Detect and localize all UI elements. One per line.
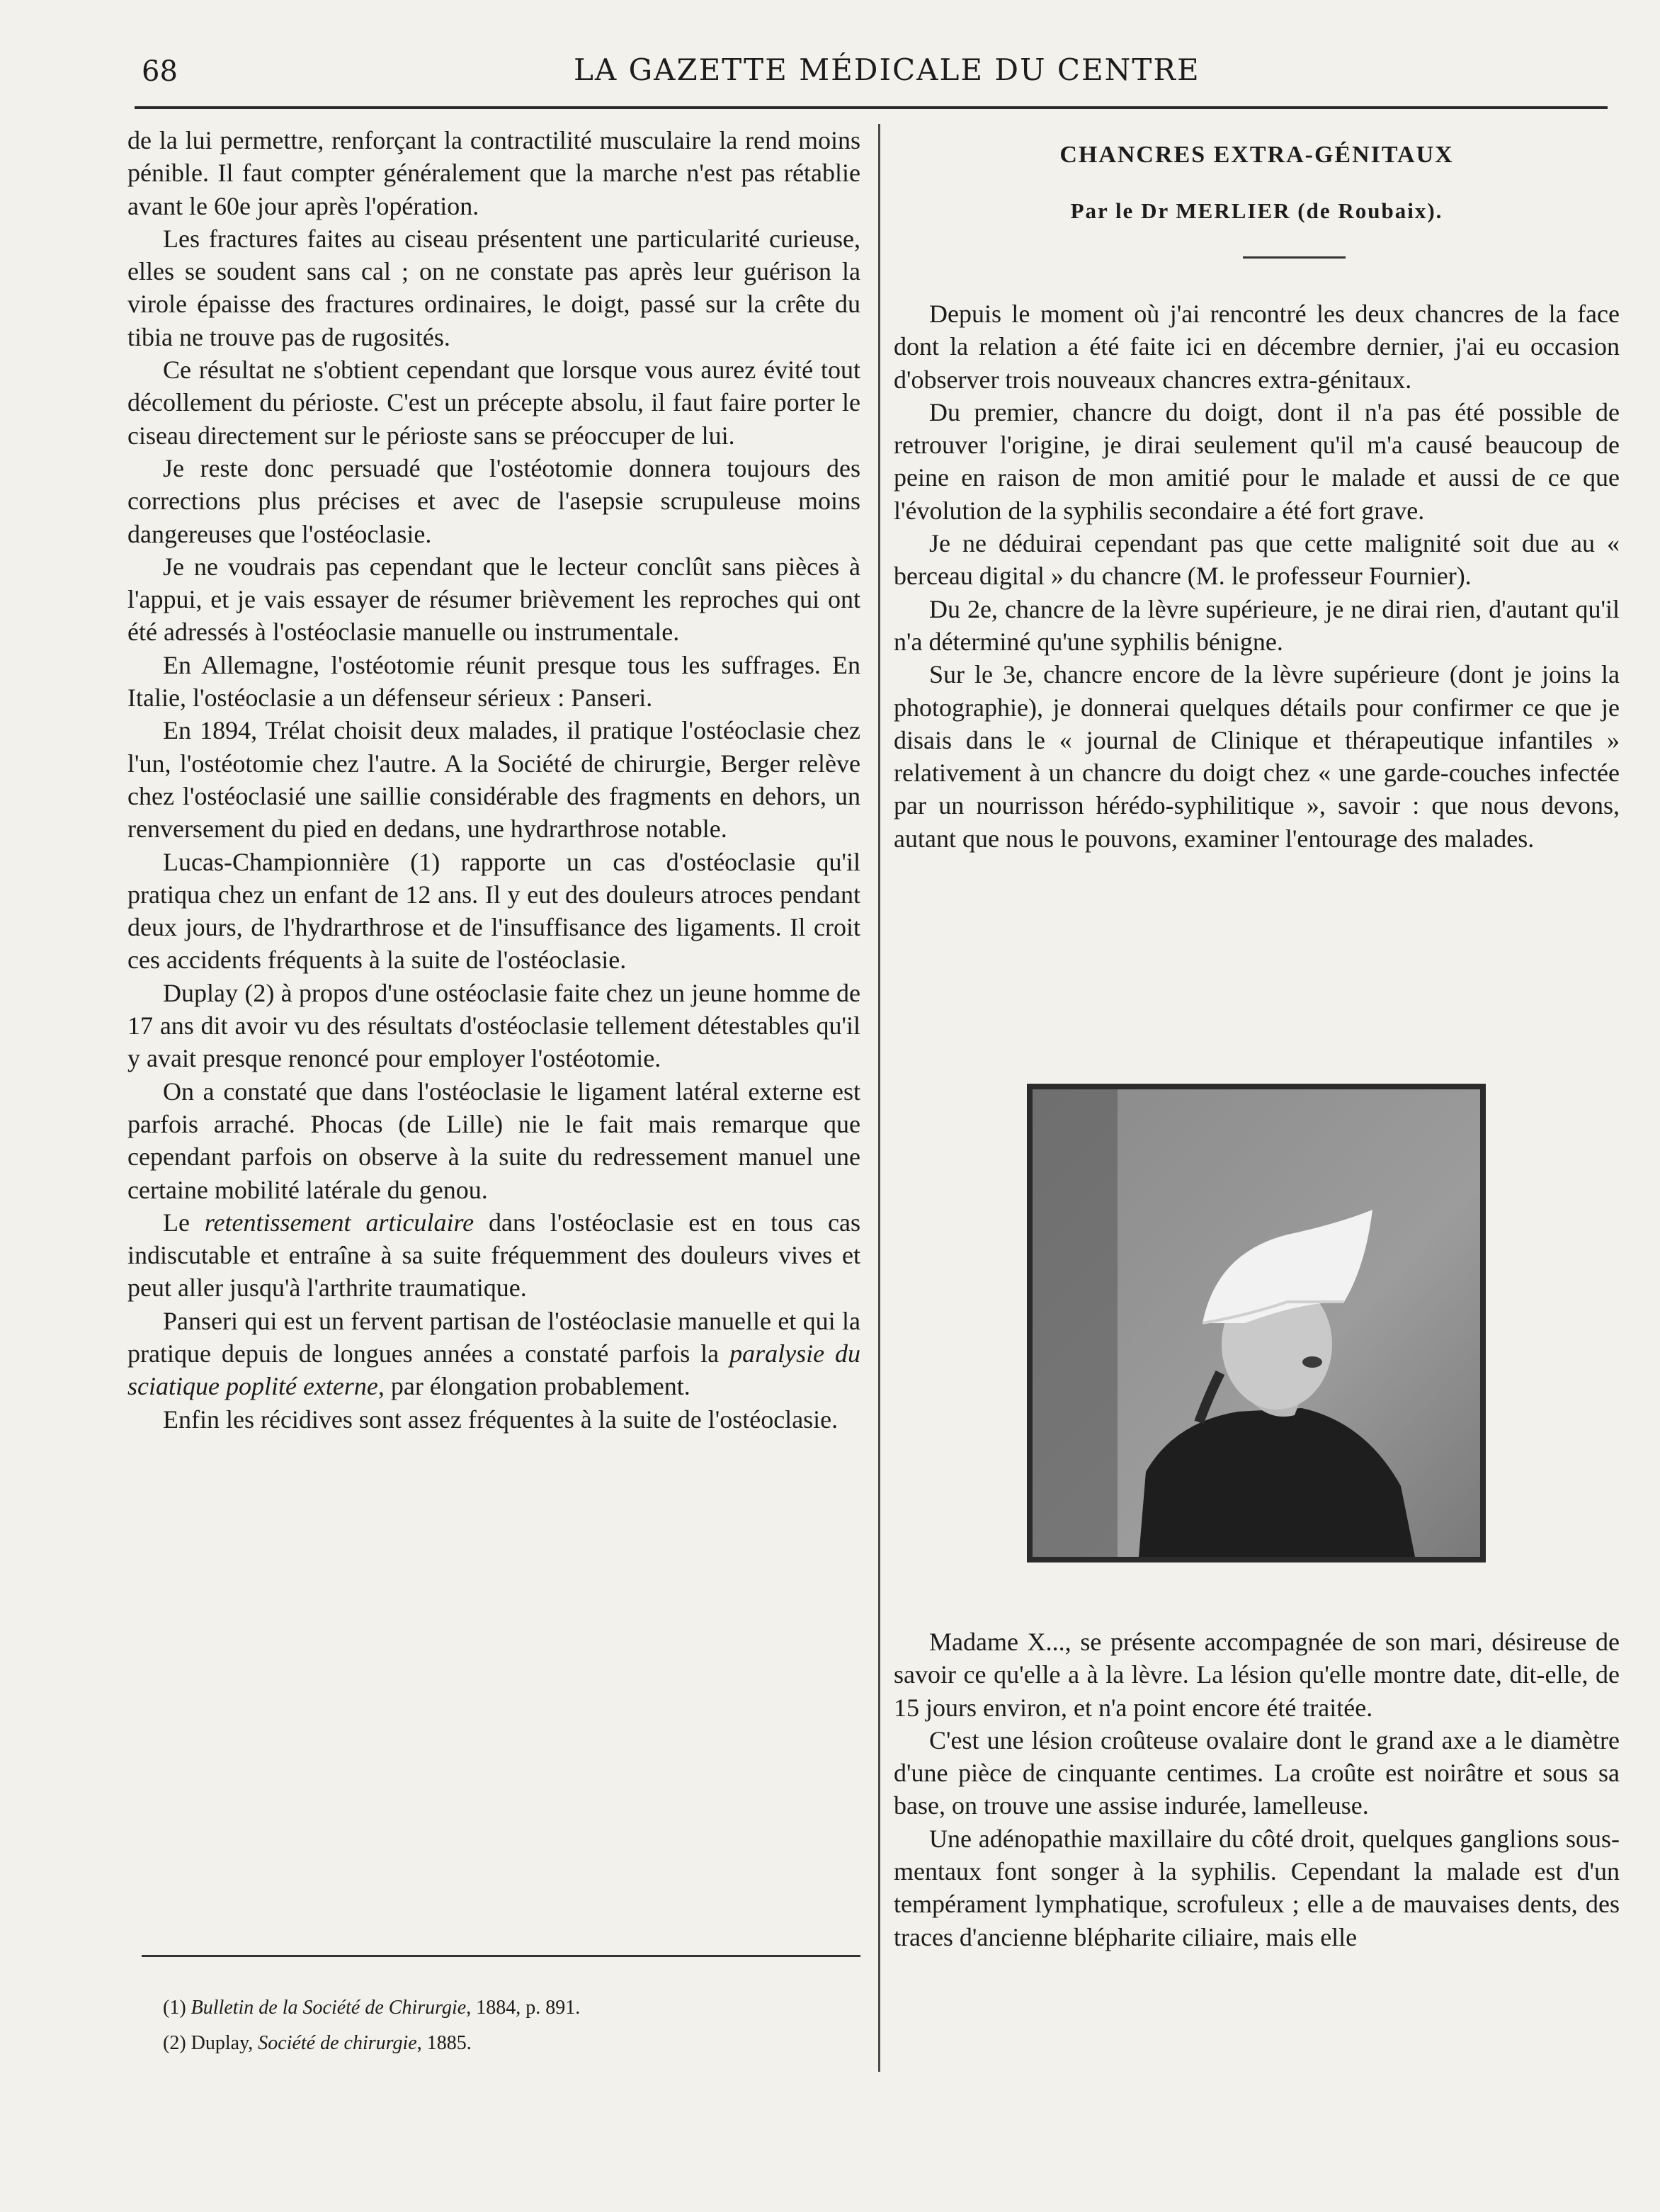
- footnote-detail: , 1884, p. 891.: [466, 1997, 581, 2019]
- footnote-detail: , 1885.: [416, 2032, 472, 2054]
- paragraph: [127, 1206, 860, 1305]
- paragraph: C'est une lésion croûteuse ovalaire dont le grand axe a le diamètre d'une pièce de cinquante centimes. La croûte est noirâtre et sous sa base, on trouve une assise indurée, lamelleuse.: [894, 1725, 1620, 1820]
- page-header: [135, 50, 1608, 99]
- left-column: [127, 124, 860, 1436]
- text-run: dans l'ostéoclasie est en tous cas indiscutable et entraîne à sa suite fréquemment des douleurs vives et peut aller jusqu'à l'arthrite traumatique.: [127, 1208, 860, 1303]
- paragraph: Du premier, chancre du doigt, dont il n'a pas été possible de retrouver l'origine, je dirai seulement qu'il m'a causé beaucoup de peine en raison de mon amitié pour le malade et aussi de ce que l'évolution de la syphilis secondaire a été fort grave.: [894, 397, 1620, 525]
- footnote-source: Société de chirurgie: [258, 2032, 417, 2054]
- paragraph: En 1894, Trélat choisit deux malades, il pratique l'ostéoclasie chez l'un, l'ostéotomie chez l'autre. A la Société de chirurgie, Berger relève chez l'ostéoclasié une saillie considérable des fragments en dehors, un renversement du pied en dedans, une hydrarthrose notable.: [127, 716, 860, 844]
- paragraph: de la lui permettre, renforçant la contractilité musculaire la rend moins pénible. Il faut compter généralement que la marche n'est pas rétablie avant le 60e jour après l'opération.: [127, 126, 860, 220]
- footnotes: [163, 1990, 857, 2061]
- paragraph: Duplay (2) à propos d'une ostéoclasie faite chez un jeune homme de 17 ans dit avoir vu des résultats d'ostéoclasie tellement détestables qu'il y avait presque renoncé pour employer l'ostéotomie.: [127, 978, 860, 1073]
- paragraph: Ce résultat ne s'obtient cependant que lorsque vous aurez évité tout décollement du périoste. C'est un précepte absolu, il faut faire porter le ciseau directement sur le périoste sans se préoccuper de lui.: [127, 356, 860, 450]
- footnote-source: Bulletin de la Société de Chirurgie: [191, 1997, 467, 2019]
- paragraph: Lucas-Championnière (1) rapporte un cas d'ostéoclasie qu'il pratiqua chez un enfant de 12 ans. Il y eut des douleurs atroces pendant deux jours, de l'hydrarthrose et de l'insuffisance des ligaments. Il croit ces accidents fréquents à la suite de l'ostéoclasie.: [127, 847, 860, 975]
- paragraph: Une adénopathie maxillaire du côté droit, quelques ganglions sous-mentaux font songer à la syphilis. Cependant la malade est d'un tempérament lymphatique, scrofuleux ; elle a de mauvaises dents, des traces d'ancienne blépharite ciliaire, mais elle: [894, 1824, 1620, 1951]
- article-byline: Par le Dr MERLIER (de Roubaix).: [1070, 198, 1443, 223]
- footnote-2: [163, 2026, 857, 2061]
- text-run: , par élongation probablement.: [377, 1372, 690, 1401]
- paragraph: Enfin les récidives sont assez fréquentes à la suite de l'ostéoclasie.: [163, 1405, 838, 1434]
- italic-term: retentissement articulaire: [204, 1208, 474, 1237]
- footnote-1: [163, 1990, 857, 2026]
- paragraph: Je reste donc persuadé que l'ostéotomie donnera toujours des corrections plus précises et avec de l'asepsie scrupuleuse moins dangereuses que l'ostéoclasie.: [127, 453, 860, 548]
- text-run: Panseri qui est un fervent partisan de l'ostéoclasie manuelle et qui la pratique depuis de longues années a constaté parfois la: [127, 1306, 860, 1368]
- paragraph: Je ne déduirai cependant pas que cette malignité soit due au « berceau digital » du chancre (M. le professeur Fournier).: [894, 529, 1620, 591]
- paragraph: Je ne voudrais pas cependant que le lecteur conclût sans pièces à l'appui, et je vais essayer de résumer brièvement les reproches qui ont été adressés à l'ostéoclasie manuelle ou instrumentale.: [127, 552, 860, 647]
- paragraph: Du 2e, chancre de la lèvre supérieure, je ne dirai rien, d'autant qu'il n'a déterminé qu'une syphilis bénigne.: [894, 594, 1620, 656]
- paragraph: Depuis le moment où j'ai rencontré les deux chancres de la face dont la relation a été faite ici en décembre dernier, j'ai eu occasion d'observer trois nouveaux chancres extra-génitaux.: [894, 300, 1620, 394]
- footnote-marker: (1): [163, 1997, 191, 2019]
- footnote-rule: [142, 1955, 860, 1957]
- journal-title: LA GAZETTE MÉDICALE DU CENTRE: [574, 52, 1200, 87]
- header-rule: [135, 106, 1608, 109]
- text-run: Le: [163, 1208, 205, 1237]
- footnote-marker: (2) Duplay,: [163, 2032, 258, 2054]
- paragraph: En Allemagne, l'ostéotomie réunit presque tous les suffrages. En Italie, l'ostéoclasie a un défenseur sérieux : Panseri.: [127, 650, 860, 713]
- paragraph: [127, 1305, 860, 1403]
- paragraph: On a constaté que dans l'ostéoclasie le ligament latéral externe est parfois arraché. Phocas (de Lille) nie le fait mais remarque que cependant parfois on observe à la suite du redressement manuel une certaine mobilité latérale du genou.: [127, 1077, 860, 1204]
- page-number: 68: [142, 55, 178, 88]
- right-column-top: [894, 297, 1620, 855]
- paragraph: Madame X..., se présente accompagnée de son mari, désireuse de savoir ce qu'elle a à la lèvre. La lésion qu'elle montre date, dit-elle, de 15 jours environ, et n'a point encore été traitée.: [894, 1628, 1620, 1722]
- article-title: CHANCRES EXTRA-GÉNITAUX: [1059, 142, 1454, 168]
- column-divider: [878, 124, 880, 2072]
- right-column-bottom: [894, 1626, 1620, 1953]
- paragraph: Les fractures faites au ciseau présentent une particularité curieuse, elles se soudent sans cal ; on ne constate pas après leur guérison la virole épaisse des fractures ordinaires, le doigt, passé sur la crête du tibia ne trouve pas de rugosités.: [127, 224, 860, 351]
- italic-term: paralysie du sciatique poplité externe: [127, 1339, 861, 1401]
- patient-photograph: [1027, 1084, 1486, 1562]
- title-rule: [1243, 256, 1346, 259]
- paragraph: Sur le 3e, chancre encore de la lèvre supérieure (dont je joins la photographie), je donnerai quelques détails pour confirmer ce que je disais dans le « journal de Clinique et thérapeutique infantiles » relativement à un chancre du doigt chez « une garde-couches infectée par un nourrisson hérédo-syphilitique », savoir : que nous devons, autant que nous le pouvons, examiner l'entourage des malades.: [894, 660, 1620, 853]
- photo-illustration: [1033, 1089, 1480, 1557]
